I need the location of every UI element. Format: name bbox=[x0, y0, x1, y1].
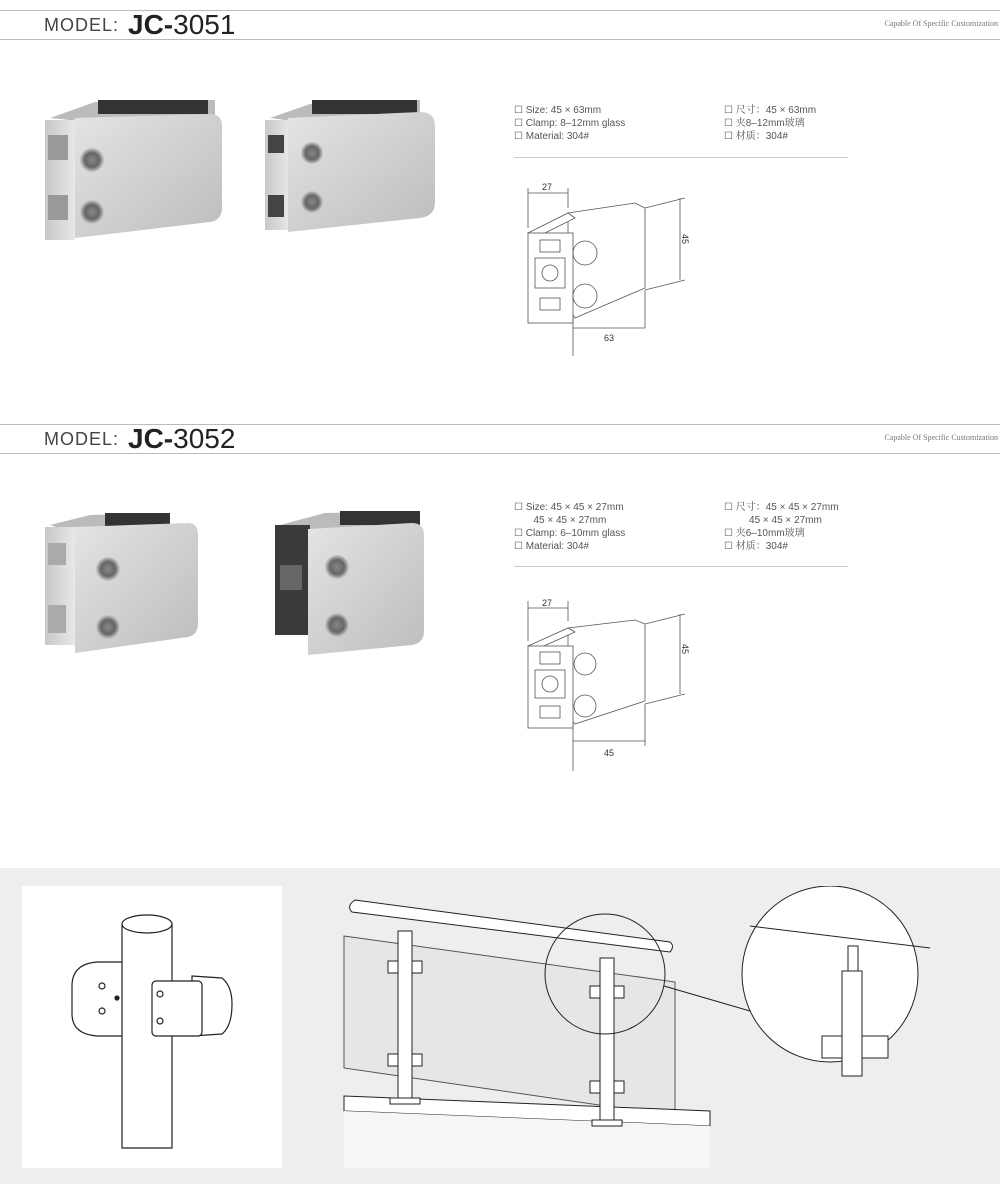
spec-line: ☐ 夹6–10mm玻璃 bbox=[724, 528, 805, 539]
model-code: JC-3052 bbox=[128, 423, 236, 454]
model-code: JC-3051 bbox=[128, 9, 236, 40]
spec-line: ☐ 材质：304# bbox=[724, 541, 788, 552]
spec-line: 45 × 45 × 27mm bbox=[514, 515, 607, 526]
dim-width-label: 45 bbox=[604, 748, 615, 758]
product-photo-3052 bbox=[40, 505, 440, 665]
model-label: MODEL: bbox=[44, 15, 120, 35]
model-header-3052 bbox=[0, 424, 1000, 454]
spec-line: ☐ Clamp: 8–12mm glass bbox=[514, 118, 626, 129]
pipe-mount-illustration bbox=[22, 886, 282, 1168]
spec-cn-3051 bbox=[724, 104, 816, 143]
dim-depth-label: 27 bbox=[542, 182, 553, 192]
spec-line: ☐ Size: 45 × 63mm bbox=[514, 105, 602, 116]
customization-tagline: Capable Of Specific Customization bbox=[884, 19, 998, 28]
spec-line: 45 × 45 × 27mm bbox=[724, 515, 822, 526]
spec-line: ☐ 尺寸：45 × 45 × 27mm bbox=[724, 502, 839, 513]
spec-en-3052 bbox=[514, 501, 625, 553]
spec-line: ☐ Clamp: 6–10mm glass bbox=[514, 528, 626, 539]
dim-height-label: 45 bbox=[680, 644, 690, 655]
spec-line: ☐ Size: 45 × 45 × 27mm bbox=[514, 502, 624, 513]
spec-line: ☐ Material: 304# bbox=[514, 131, 590, 142]
spec-cn-3052 bbox=[724, 501, 839, 553]
spec-divider bbox=[514, 566, 848, 567]
spec-line: ☐ 尺寸：45 × 63mm bbox=[724, 105, 817, 116]
spec-line: ☐ 材质：304# bbox=[724, 131, 788, 142]
spec-divider bbox=[514, 157, 848, 158]
dim-height-label: 45 bbox=[680, 234, 690, 245]
dimension-drawing-3052 bbox=[510, 596, 710, 776]
product-photo-3051 bbox=[40, 90, 460, 250]
dimension-drawing-3051 bbox=[510, 178, 710, 363]
spec-line: ☐ Material: 304# bbox=[514, 541, 590, 552]
spec-line: ☐ 夹8–12mm玻璃 bbox=[724, 118, 805, 129]
customization-tagline: Capable Of Specific Customization bbox=[884, 433, 998, 442]
dim-width-label: 63 bbox=[604, 333, 615, 343]
dim-depth-label: 27 bbox=[542, 598, 553, 608]
model-header-3051 bbox=[0, 10, 1000, 40]
railing-installation-illustration bbox=[330, 886, 1000, 1168]
spec-en-3051 bbox=[514, 104, 625, 143]
model-label: MODEL: bbox=[44, 429, 120, 449]
